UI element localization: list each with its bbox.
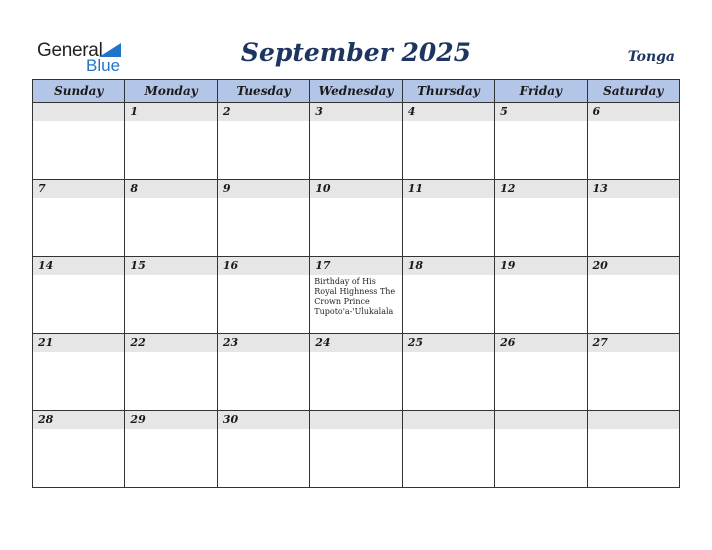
day-cell [125, 411, 217, 488]
day-cell [310, 103, 402, 180]
day-cell [495, 411, 587, 488]
day-number: 6 [588, 103, 679, 121]
day-number: 15 [125, 257, 216, 275]
day-cell [217, 103, 309, 180]
day-number: 21 [33, 334, 124, 352]
day-cell [495, 103, 587, 180]
day-number: 27 [588, 334, 679, 352]
day-number [495, 411, 586, 429]
day-cell [33, 180, 125, 257]
country-label: Tonga [627, 49, 675, 65]
holiday-event: Birthday of His Royal Highness The Crown Prince Tupoto'a-'Ulukalala [314, 277, 396, 316]
day-cell [33, 334, 125, 411]
day-number [403, 411, 494, 429]
weekday-header: Tuesday [217, 80, 309, 103]
day-cell [125, 180, 217, 257]
day-cell [33, 257, 125, 334]
day-number: 12 [495, 180, 586, 198]
day-cell [33, 411, 125, 488]
day-number: 19 [495, 257, 586, 275]
day-number: 18 [403, 257, 494, 275]
week-row [33, 334, 680, 411]
day-number: 28 [33, 411, 124, 429]
day-number: 3 [310, 103, 401, 121]
day-cell [587, 103, 679, 180]
weekday-header-row [33, 80, 680, 103]
calendar-body [33, 103, 680, 488]
day-cell [125, 334, 217, 411]
day-number: 4 [403, 103, 494, 121]
day-cell [587, 334, 679, 411]
week-row [33, 411, 680, 488]
day-number: 10 [310, 180, 401, 198]
day-number: 20 [588, 257, 679, 275]
day-cell [310, 257, 402, 334]
day-cell [402, 103, 494, 180]
day-cell [310, 411, 402, 488]
day-cell [402, 411, 494, 488]
day-cell [217, 334, 309, 411]
weekday-header: Sunday [33, 80, 125, 103]
week-row [33, 257, 680, 334]
weekday-header: Saturday [587, 80, 679, 103]
day-number: 30 [218, 411, 309, 429]
day-number [588, 411, 679, 429]
day-cell [125, 257, 217, 334]
day-cell [495, 334, 587, 411]
day-cell [402, 180, 494, 257]
day-number [310, 411, 401, 429]
day-number: 8 [125, 180, 216, 198]
day-cell [402, 334, 494, 411]
day-number: 14 [33, 257, 124, 275]
day-cell [33, 103, 125, 180]
day-cell [125, 103, 217, 180]
day-number: 16 [218, 257, 309, 275]
day-cell [495, 257, 587, 334]
day-number: 2 [218, 103, 309, 121]
day-cell [587, 411, 679, 488]
calendar-grid [32, 79, 680, 488]
day-number: 13 [588, 180, 679, 198]
weekday-header: Monday [125, 80, 217, 103]
day-cell [495, 180, 587, 257]
day-cell [587, 257, 679, 334]
day-number: 9 [218, 180, 309, 198]
logo-general-text: General [37, 40, 103, 61]
day-number: 26 [495, 334, 586, 352]
day-number: 29 [125, 411, 216, 429]
day-cell [310, 334, 402, 411]
day-number [33, 103, 124, 121]
day-number: 24 [310, 334, 401, 352]
day-number: 22 [125, 334, 216, 352]
weekday-header: Thursday [402, 80, 494, 103]
day-number: 25 [403, 334, 494, 352]
day-number: 23 [218, 334, 309, 352]
day-number: 5 [495, 103, 586, 121]
day-cell [587, 180, 679, 257]
day-cell [310, 180, 402, 257]
day-cell [217, 180, 309, 257]
day-cell [217, 411, 309, 488]
day-cell [217, 257, 309, 334]
day-number: 7 [33, 180, 124, 198]
week-row [33, 180, 680, 257]
day-cell [402, 257, 494, 334]
day-number: 11 [403, 180, 494, 198]
weekday-header: Friday [495, 80, 587, 103]
day-number: 1 [125, 103, 216, 121]
weekday-header: Wednesday [310, 80, 402, 103]
page-title: September 2025 [240, 38, 472, 67]
week-row [33, 103, 680, 180]
logo-blue-text: Blue [86, 56, 121, 75]
day-number: 17 [310, 257, 401, 275]
